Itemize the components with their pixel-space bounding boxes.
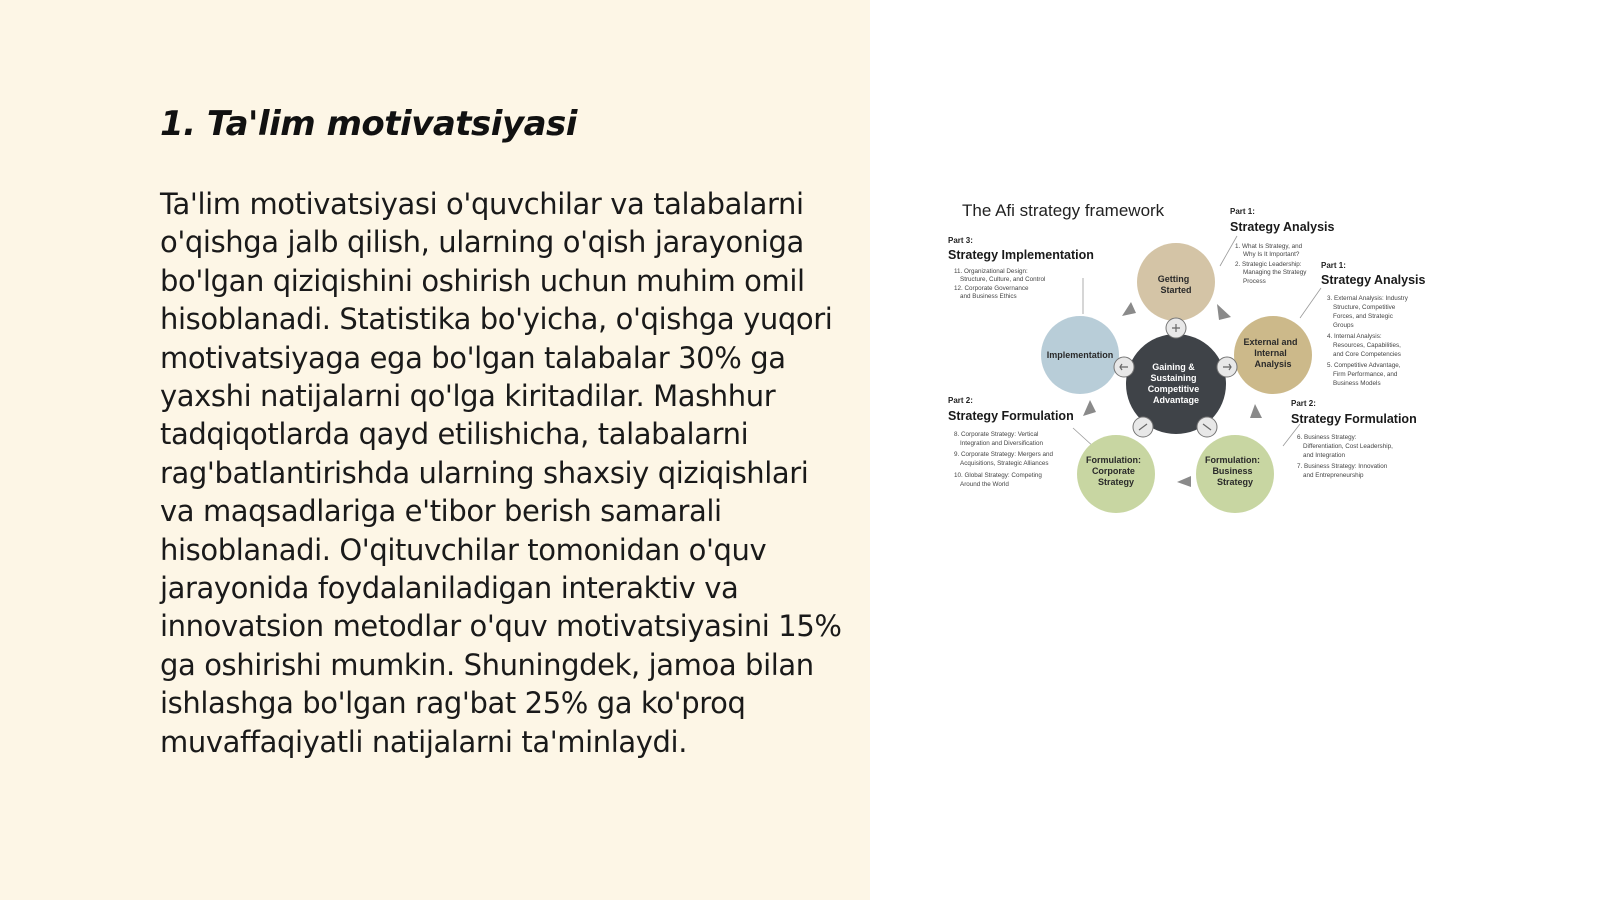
part1-right-item: Resources, Capabilities, <box>1333 342 1401 349</box>
corporate-label-1: Formulation: <box>1085 455 1141 465</box>
business-label-1: Formulation: <box>1204 455 1260 465</box>
part2-left-item: 9. Corporate Strategy: Mergers and <box>954 451 1054 458</box>
part1-top-item: Why Is It Important? <box>1243 251 1300 258</box>
svg-text:Gaining & Sustaining <box>1148 355 1205 405</box>
part2-left-item: Integration and Diversification <box>960 440 1043 447</box>
analysis-label-2: Internal <box>1254 348 1287 358</box>
part2-left-heading: Strategy Formulation <box>948 409 1074 423</box>
part1-top-item: 1. What Is Strategy, and <box>1235 243 1303 250</box>
center-label-3: Competitive <box>1147 384 1200 394</box>
getting-started-label-1: Getting <box>1157 274 1190 284</box>
group-part2-formulation-left <box>948 396 1074 488</box>
figure-title: The Afi strategy framework <box>962 201 1165 220</box>
part3-item: Structure, Culture, and Control <box>960 276 1046 283</box>
part2-left-item: 10. Global Strategy: Competing <box>954 472 1042 479</box>
group-part3-implementation <box>948 236 1094 300</box>
getting-started-label-2: Started <box>1160 285 1192 295</box>
part1-top-item: Managing the Strategy <box>1243 269 1307 276</box>
part2-right-item: Differentiation, Cost Leadership, <box>1303 443 1393 450</box>
part1-right-item: 3. External Analysis: Industry <box>1327 295 1408 302</box>
corporate-label-2: Corporate <box>1091 466 1135 476</box>
part3-item: and Business Ethics <box>960 293 1017 300</box>
part2-right-heading: Strategy Formulation <box>1291 412 1417 426</box>
part2-right-item: and Integration <box>1303 452 1346 459</box>
arrow-to-getting-started-icon <box>1122 302 1136 316</box>
part2-right-item: and Entrepreneurship <box>1303 472 1364 479</box>
part2-right-label: Part 2: <box>1291 399 1316 408</box>
part1-right-item: 4. Internal Analysis: <box>1327 333 1382 340</box>
analysis-label-1: External and <box>1243 337 1298 347</box>
part1-top-label: Part 1: <box>1230 207 1255 216</box>
part2-left-item: 8. Corporate Strategy: Vertical <box>954 431 1039 438</box>
strategy-framework-figure <box>948 196 1455 526</box>
part3-item: 11. Organizational Design: <box>954 268 1028 275</box>
slide-title: 1. Ta'lim motivatsiyasi <box>160 104 577 144</box>
center-label-4: Advantage <box>1152 395 1200 405</box>
part3-item: 12. Corporate Governance <box>954 285 1029 292</box>
part1-right-item: Structure, Competitive <box>1333 304 1396 311</box>
group-part1-analysis-top <box>1230 207 1334 285</box>
strategy-framework-diagram <box>948 196 1455 526</box>
part1-right-item: Groups <box>1333 322 1354 329</box>
arrow-to-business-icon <box>1250 404 1262 418</box>
part2-left-label: Part 2: <box>948 396 973 405</box>
arrow-to-analysis-icon <box>1217 304 1231 320</box>
group-part2-formulation-right <box>1291 399 1417 479</box>
arrow-to-corporate-icon <box>1177 476 1191 487</box>
business-label-2: Business <box>1212 466 1253 476</box>
part2-right-item: 7. Business Strategy: Innovation <box>1297 463 1388 470</box>
business-label-3: Strategy <box>1216 477 1254 487</box>
group-part1-analysis-right <box>1321 261 1425 387</box>
center-label-1: Gaining & <box>1152 362 1195 372</box>
part1-top-item: Process <box>1243 278 1266 285</box>
part1-right-item: and Core Competencies <box>1333 351 1401 358</box>
svg-text:Implementation <box>1047 350 1114 360</box>
part1-right-item: Firm Performance, and <box>1333 371 1398 378</box>
corporate-label-3: Strategy <box>1097 477 1135 487</box>
part2-right-item: 6. Business Strategy: <box>1297 434 1357 441</box>
analysis-label-3: Analysis <box>1254 359 1292 369</box>
part2-left-item: Acquisitions, Strategic Alliances <box>960 460 1049 467</box>
part1-right-label: Part 1: <box>1321 261 1346 270</box>
part1-top-heading: Strategy Analysis <box>1230 220 1335 234</box>
part3-label: Part 3: <box>948 236 973 245</box>
part1-right-item: Business Models <box>1333 380 1381 387</box>
slide-body-text: Ta'lim motivatsiyasi o'quvchilar va talabalarni o'qishga jalb qilish, ularning o'qish jarayoniga bo'lgan qiziqishini oshirish uchun muhim omil hisoblanadi. Statistika bo'yicha, o'qishga yuqori motivatsiyaga ega bo'lgan talabalar 30% ga yaxshi natijalarni qo'lga kiritadilar. Mashhur tadqiqotlarda qayd etilishicha, talabalarni rag'batlantirishda ularning shaxsiy qiziqishlari va maqsadlariga e'tibor berish samarali hisoblanadi. O'qituvchilar tomonidan o'quv jarayonida foydalaniladigan interaktiv va innovatsion metodlar o'quv motivatsiyasini 15% ga oshirishi mumkin. Shuningdek, jamoa bilan ishlashga bo'lgan rag'bat 25% ga ko'proq muvaffaqiyatli natijalarni ta'minlaydi. <box>160 187 842 759</box>
part3-heading: Strategy Implementation <box>948 248 1094 262</box>
part2-left-item: Around the World <box>960 481 1009 488</box>
implementation-label: Implementation <box>1046 350 1114 360</box>
part1-right-item: Forces, and Strategic <box>1333 313 1393 320</box>
part1-right-heading: Strategy Analysis <box>1321 273 1426 287</box>
part1-right-item: 5. Competitive Advantage, <box>1327 362 1401 369</box>
part1-top-item: 2. Strategic Leadership: <box>1235 261 1302 268</box>
arrow-to-implementation-icon <box>1083 400 1096 416</box>
center-label-2: Sustaining <box>1150 373 1197 383</box>
